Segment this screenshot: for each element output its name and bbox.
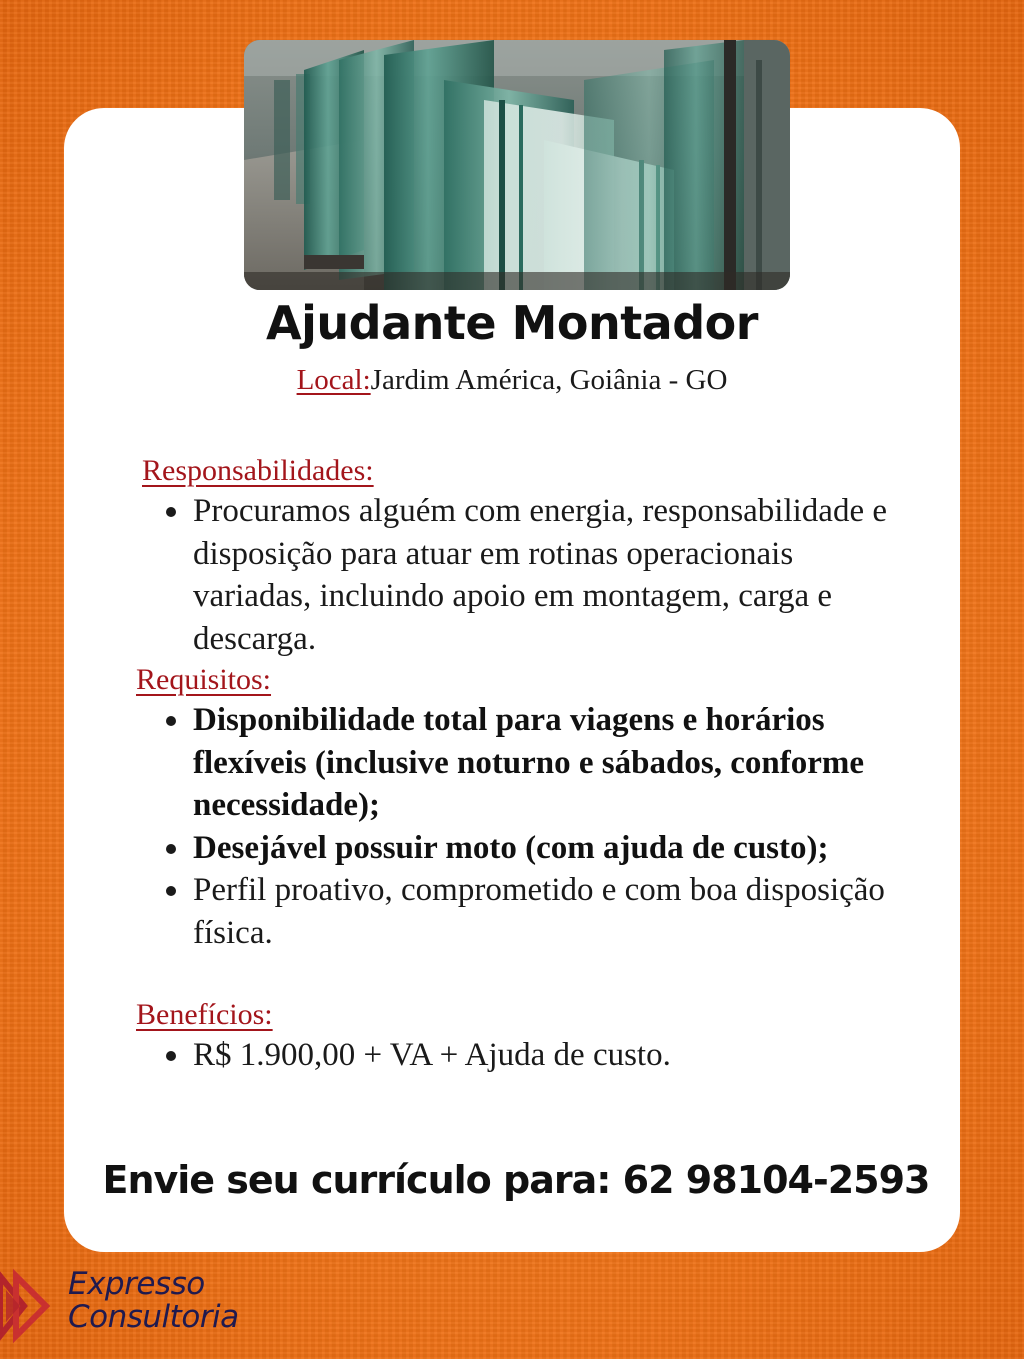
list-item: Procuramos alguém com energia, responsabilidade e disposição para atuar em rotinas operacionais variadas, incluindo apoio em montagem, carga e descarga. — [136, 490, 916, 660]
bullet-icon — [166, 886, 176, 896]
brand-line-2: Consultoria — [68, 1299, 239, 1335]
brand-name — [68, 1268, 239, 1334]
benefits-list — [136, 1034, 916, 1077]
requirements-heading: Requisitos: — [136, 663, 272, 696]
responsibilities-heading: Responsabilidades: — [142, 454, 374, 487]
bullet-icon — [166, 844, 176, 854]
expresso-diamond-icon — [0, 1268, 60, 1344]
responsibilities-section — [136, 452, 916, 660]
list-item: Perfil proativo, comprometido e com boa disposição física. — [136, 869, 916, 954]
brand-logo — [0, 1262, 300, 1352]
benefits-heading: Benefícios: — [136, 998, 273, 1031]
location-value: Jardim América, Goiânia - GO — [370, 364, 728, 396]
list-item: Disponibilidade total para viagens e horários flexíveis (inclusive noturno e sábados, conforme necessidade); — [136, 699, 916, 827]
requirements-list — [136, 699, 916, 954]
brand-line-1: Expresso — [68, 1266, 205, 1302]
requirements-section — [136, 661, 916, 954]
bullet-icon — [166, 716, 176, 726]
list-item: R$ 1.900,00 + VA + Ajuda de custo. — [136, 1034, 916, 1077]
job-location — [0, 364, 1024, 397]
job-title: Ajudante Montador — [266, 296, 758, 350]
location-label: Local: — [296, 364, 371, 396]
benefits-section — [136, 996, 916, 1077]
responsibilities-list — [136, 490, 916, 660]
bullet-icon — [166, 507, 176, 517]
glass-warehouse-photo — [244, 40, 790, 290]
bullet-icon — [166, 1051, 176, 1061]
contact-cta: Envie seu currículo para: 62 98104-2593 — [102, 1158, 930, 1202]
list-item: Desejável possuir moto (com ajuda de custo); — [136, 827, 916, 870]
